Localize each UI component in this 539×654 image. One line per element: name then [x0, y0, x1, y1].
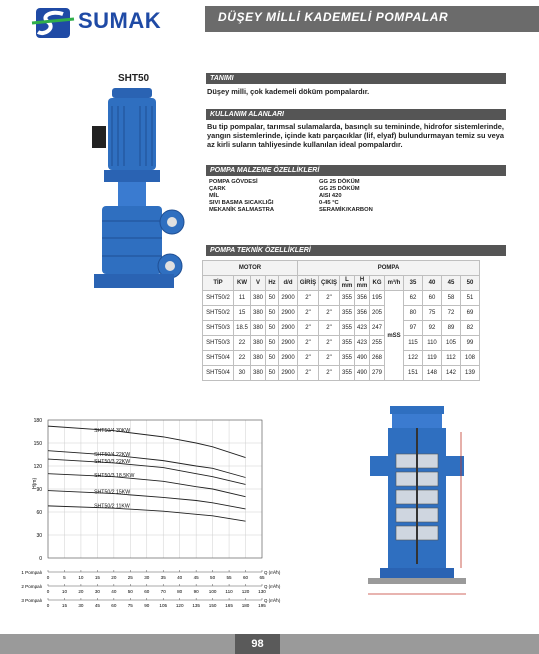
table-cell: 268 [370, 351, 385, 366]
table-cell: 142 [442, 366, 461, 381]
y-tick-label: 90 [36, 487, 42, 493]
x-tick-label: 20 [78, 589, 84, 594]
pompa-group-header: POMPA [298, 261, 480, 276]
x-tick-label: 30 [78, 603, 84, 608]
material-value: GG 25 DÖKÜM [319, 186, 360, 192]
series-label: SHT50/3 18,5KW [94, 473, 135, 480]
table-cell: 2900 [279, 351, 298, 366]
x-tick-label: 50 [210, 575, 216, 580]
table-cell: 50 [266, 336, 279, 351]
table-cell: 50 [266, 351, 279, 366]
section-malzeme-title: POMPA MALZEME ÖZELLİKLERİ [206, 165, 506, 176]
table-cell: 490 [355, 366, 370, 381]
table-cell: 2900 [279, 336, 298, 351]
table-cell: 11 [234, 291, 251, 306]
table-cell: 2900 [279, 291, 298, 306]
column-header: Hz [266, 276, 279, 291]
table-cell: SHT50/2 [203, 306, 234, 321]
y-tick-label: 0 [39, 556, 42, 562]
table-cell: 2" [298, 336, 319, 351]
section-tanimi-text: Düşey milli, çok kademeli döküm pompalardır. [207, 87, 370, 96]
table-cell: SHT50/3 [203, 321, 234, 336]
material-value: 0-45 °C [319, 200, 339, 206]
x-tick-label: 60 [111, 603, 117, 608]
table-cell: 22 [234, 336, 251, 351]
x-tick-label: 45 [193, 575, 199, 580]
table-cell: 51 [461, 291, 480, 306]
material-label: SIVI BASMA SICAKLIĞI [209, 200, 274, 206]
table-cell: 50 [266, 321, 279, 336]
table-cell: 50 [266, 306, 279, 321]
table-cell: 2" [319, 291, 340, 306]
table-cell: 18.5 [234, 321, 251, 336]
table-cell: 112 [442, 351, 461, 366]
x-tick-label: 40 [177, 575, 183, 580]
x-tick-label: 5 [63, 575, 66, 580]
material-label: MİL [209, 193, 219, 199]
series-label: SHT50/3 22KW [94, 459, 131, 466]
table-cell: 92 [423, 321, 442, 336]
table-group-header-row [203, 261, 480, 276]
table-cell: 60 [423, 291, 442, 306]
table-cell: 139 [461, 366, 480, 381]
table-cell: 2" [298, 351, 319, 366]
y-axis-label: H(m) [32, 477, 38, 489]
table-cell: 2900 [279, 366, 298, 381]
spec-table [202, 260, 480, 381]
column-header: ÇIKIŞ [319, 276, 340, 291]
column-header: GİRİŞ [298, 276, 319, 291]
column-header: 45 [442, 276, 461, 291]
x-axis-unit: Q (m³/h) [264, 584, 281, 589]
column-header: TİP [203, 276, 234, 291]
model-label: SHT50 [118, 73, 150, 84]
table-cell: 355 [340, 291, 355, 306]
table-row [203, 366, 480, 381]
table-cell: 423 [355, 321, 370, 336]
table-cell: 151 [404, 366, 423, 381]
x-tick-label: 30 [144, 575, 150, 580]
table-cell: 255 [370, 336, 385, 351]
table-row [203, 336, 480, 351]
material-value: SERAMİK/KARBON [319, 207, 373, 213]
x-tick-label: 195 [258, 603, 266, 608]
x-tick-label: 105 [159, 603, 168, 608]
x-tick-label: 0 [46, 603, 50, 608]
table-row [203, 321, 480, 336]
section-kullanim-text: Bu tip pompalar, tarımsal sulamalarda, basınçlı su teminindе, hidrofor sistemlerinde, yangın sistemlerinde, içinde katı parçacıklar (lif, elyaf) bulundurmayan temiz su veya az kirli suların tahliyesinde kullanılan ideal pompalardır. [207, 122, 504, 149]
x-tick-label: 0 [46, 575, 50, 580]
table-cell: 355 [340, 351, 355, 366]
table-cell: 247 [370, 321, 385, 336]
x-axis-label: 1 Pompalı [21, 570, 42, 575]
table-cell: 2" [298, 306, 319, 321]
x-tick-label: 100 [208, 589, 217, 594]
column-header: m³/h [385, 276, 404, 291]
column-header: KG [370, 276, 385, 291]
table-cell: 15 [234, 306, 251, 321]
page-number: 98 [235, 634, 280, 654]
table-cell: 380 [251, 291, 266, 306]
table-cell: 72 [442, 306, 461, 321]
table-cell: 122 [404, 351, 423, 366]
table-cell: 82 [461, 321, 480, 336]
mss-label: mSS [385, 291, 404, 381]
series-label: SHT50/4 30KW [94, 427, 131, 434]
table-cell: 355 [340, 336, 355, 351]
table-cell: SHT50/4 [203, 366, 234, 381]
table-cell: 356 [355, 306, 370, 321]
table-cell: 2" [319, 336, 340, 351]
x-tick-label: 70 [160, 589, 166, 594]
table-cell: 58 [442, 291, 461, 306]
table-cell: 195 [370, 291, 385, 306]
table-cell: 99 [461, 336, 480, 351]
table-cell: 2" [319, 321, 340, 336]
section-teknik-title: POMPA TEKNİK ÖZELLİKLERİ [206, 245, 506, 256]
table-cell: 2" [298, 321, 319, 336]
table-cell: 380 [251, 306, 266, 321]
table-cell: 490 [355, 351, 370, 366]
x-tick-label: 90 [193, 589, 199, 594]
x-tick-label: 90 [144, 603, 150, 608]
table-cell: 356 [355, 291, 370, 306]
page-title: DÜŞEY MİLLİ KADEMELİ POMPALAR [218, 10, 449, 24]
table-row [203, 306, 480, 321]
performance-chart [0, 408, 300, 608]
x-tick-label: 165 [225, 603, 233, 608]
table-cell: SHT50/4 [203, 351, 234, 366]
column-header: 50 [461, 276, 480, 291]
column-header: d/d [279, 276, 298, 291]
table-cell: 110 [423, 336, 442, 351]
material-value: AISI 420 [319, 193, 342, 199]
table-cell: 2" [298, 366, 319, 381]
x-tick-label: 15 [94, 575, 100, 580]
table-cell: 30 [234, 366, 251, 381]
table-cell: 380 [251, 351, 266, 366]
table-cell: 355 [340, 321, 355, 336]
x-tick-label: 120 [175, 603, 184, 608]
column-header: 35 [404, 276, 423, 291]
brand-name: SUMAK [78, 8, 162, 33]
x-tick-label: 80 [177, 589, 183, 594]
table-row [203, 351, 480, 366]
table-cell: 97 [404, 321, 423, 336]
table-cell: 279 [370, 366, 385, 381]
table-cell: 355 [340, 366, 355, 381]
y-tick-label: 60 [36, 510, 42, 516]
y-tick-label: 120 [33, 464, 42, 470]
x-tick-label: 50 [127, 589, 133, 594]
x-tick-label: 30 [94, 589, 100, 594]
x-tick-label: 75 [127, 603, 133, 608]
material-value: GG 25 DÖKÜM [319, 179, 360, 185]
x-tick-label: 150 [208, 603, 217, 608]
x-tick-label: 10 [61, 589, 68, 594]
table-cell: 2900 [279, 321, 298, 336]
x-tick-label: 35 [160, 575, 166, 580]
pump-photo [88, 86, 188, 298]
x-tick-label: 40 [111, 589, 117, 594]
x-tick-label: 25 [127, 575, 133, 580]
table-cell: 148 [423, 366, 442, 381]
motor-group-header: MOTOR [203, 261, 298, 276]
x-tick-label: 180 [241, 603, 250, 608]
table-row [203, 291, 480, 306]
x-tick-label: 20 [111, 575, 117, 580]
x-tick-label: 135 [192, 603, 200, 608]
table-cell: 22 [234, 351, 251, 366]
x-axis-unit: Q (m³/h) [264, 598, 281, 603]
table-cell: SHT50/2 [203, 291, 234, 306]
table-cell: 50 [266, 291, 279, 306]
x-tick-label: 65 [259, 575, 265, 580]
column-header: H mm [355, 276, 370, 291]
y-tick-label: 180 [33, 418, 42, 424]
table-cell: 380 [251, 321, 266, 336]
column-header: KW [234, 276, 251, 291]
x-tick-label: 0 [46, 589, 50, 594]
table-cell: 50 [266, 366, 279, 381]
table-column-header-row [203, 276, 480, 291]
series-label: SHT50/2 11KW [94, 503, 130, 510]
x-tick-label: 55 [226, 575, 232, 580]
column-header: V [251, 276, 266, 291]
x-tick-label: 60 [144, 589, 150, 594]
x-axis-label: 3 Pompalı [21, 598, 42, 603]
x-axis-label: 2 Pompalı [21, 584, 42, 589]
table-cell: 2" [319, 351, 340, 366]
table-cell: 105 [442, 336, 461, 351]
material-list [209, 179, 373, 214]
x-axis-unit: Q (m³/h) [264, 570, 281, 575]
table-cell: 2" [319, 306, 340, 321]
series-label: SHT50/4 22KW [94, 451, 131, 458]
table-cell: 115 [404, 336, 423, 351]
x-tick-label: 110 [225, 589, 233, 594]
material-label: MEKANİK SALMASTRA [209, 207, 275, 213]
x-tick-label: 120 [241, 589, 250, 594]
y-tick-label: 30 [36, 533, 42, 539]
x-tick-label: 15 [61, 603, 68, 608]
table-cell: 380 [251, 336, 266, 351]
table-cell: 2" [319, 366, 340, 381]
material-label: ÇARK [209, 186, 226, 192]
table-cell: 380 [251, 366, 266, 381]
column-header: 40 [423, 276, 442, 291]
material-label: POMPA GÖVDESİ [209, 179, 258, 185]
y-tick-label: 150 [33, 441, 42, 447]
table-cell: 69 [461, 306, 480, 321]
table-cell: 2" [298, 291, 319, 306]
table-cell: 80 [404, 306, 423, 321]
x-tick-label: 10 [78, 575, 84, 580]
column-header: L mm [340, 276, 355, 291]
table-cell: 119 [423, 351, 442, 366]
x-tick-label: 60 [242, 575, 249, 580]
x-tick-label: 45 [94, 603, 100, 608]
table-cell: 62 [404, 291, 423, 306]
table-cell: 2900 [279, 306, 298, 321]
table-cell: 355 [340, 306, 355, 321]
section-kullanim-title: KULLANIM ALANLARI [206, 109, 506, 120]
table-cell: 108 [461, 351, 480, 366]
x-tick-label: 130 [258, 589, 266, 594]
table-cell: 423 [355, 336, 370, 351]
series-label: SHT50/2 15KW [94, 489, 131, 496]
table-cell: SHT50/3 [203, 336, 234, 351]
pump-section-drawing [362, 404, 472, 598]
table-cell: 75 [423, 306, 442, 321]
section-tanimi-title: TANIMI [206, 73, 506, 84]
table-cell: 89 [442, 321, 461, 336]
table-cell: 205 [370, 306, 385, 321]
